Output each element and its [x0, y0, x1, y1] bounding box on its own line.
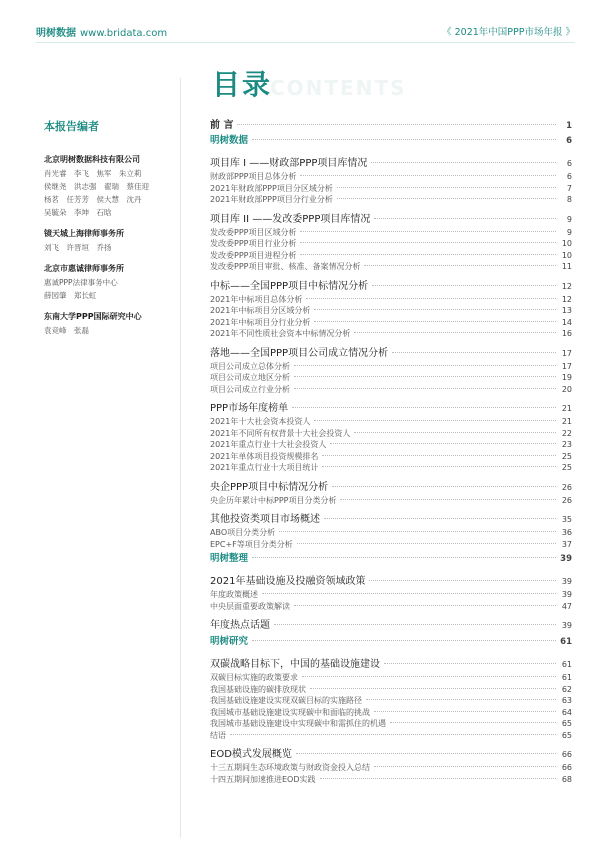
toc-entry-title: 落地——全国PPP项目公司成立情况分析 [210, 347, 389, 359]
toc-entry-title: 发改委PPP项目行业分析 [210, 239, 297, 248]
dot-leader [374, 711, 556, 712]
toc-entry-title: 其他投资类项目市场概述 [210, 514, 320, 525]
toc-entry-item[interactable] [210, 672, 572, 684]
toc-entry-item[interactable] [210, 238, 572, 250]
toc-page-number: 6 [566, 172, 572, 181]
toc-page-number: 65 [561, 730, 572, 740]
toc-entry-sec[interactable] [210, 572, 572, 589]
toc-entry-item[interactable] [210, 601, 572, 613]
toc-entry-item[interactable] [210, 250, 572, 262]
toc-entry-cat[interactable] [210, 132, 572, 150]
toc-entry-item[interactable] [210, 462, 572, 474]
editor-name-line: 薛园肇 郑长虹 [44, 291, 97, 300]
toc-entry-title: 项目公司成立行业分析 [210, 384, 290, 394]
toc-entry-sec[interactable] [210, 277, 572, 294]
toc-page-number: 6 [566, 136, 572, 146]
toc-entry-item[interactable] [210, 428, 572, 440]
toc-entry-title: 我国城市基础设施建设中实现碳中和需抓住的机遇 [210, 719, 386, 728]
dot-leader [337, 187, 556, 188]
toc-entry-item[interactable] [210, 589, 572, 601]
toc-entry-title: 财政部PPP项目总体分析 [210, 172, 297, 181]
dot-leader [374, 218, 556, 219]
toc-entry-item[interactable] [210, 774, 572, 786]
dot-leader [294, 388, 556, 389]
toc-page-number: 26 [561, 495, 572, 505]
toc-entry-title: 2021年中标项目分行业分析 [210, 317, 311, 327]
toc-entry-title: 2021年基础设施及投融资领域政策 [210, 576, 366, 587]
toc-entry-sec[interactable] [210, 655, 572, 672]
toc-entry-title: 中央层面重要政策解读 [210, 601, 290, 611]
editor-organization: 东南大学PPP国际研究中心 [44, 312, 142, 321]
toc-entry-item[interactable] [210, 384, 572, 396]
toc-entry-sec[interactable] [210, 510, 572, 527]
toc-page-number: 47 [561, 601, 572, 611]
toc-page-number: 35 [561, 515, 572, 524]
toc-page-number: 7 [566, 183, 572, 193]
header-divider [36, 42, 575, 43]
toc-page-number: 23 [561, 440, 572, 449]
toc-entry-title: 前 言 [210, 120, 234, 131]
toc-entry-title: 我国基础设施的碳排放现状 [210, 684, 306, 694]
toc-entry-item[interactable] [210, 317, 572, 329]
toc-entry-item[interactable] [210, 183, 572, 195]
toc-entry-title: 2021年重点行业十大社会投资人 [210, 440, 327, 449]
toc-entry-sec[interactable] [210, 399, 572, 416]
toc-page-number: 37 [561, 539, 572, 549]
toc-page-number: 61 [560, 637, 572, 647]
dot-leader [332, 486, 556, 487]
dot-leader [354, 432, 556, 433]
toc-entry-title: 年度政策概述 [210, 590, 258, 599]
dot-leader [306, 298, 556, 299]
dot-leader [392, 352, 556, 353]
toc-entry-sec[interactable] [210, 745, 572, 762]
dot-leader [340, 499, 556, 500]
toc-entry-cat[interactable] [210, 550, 572, 568]
toc-page-number: 61 [561, 660, 572, 669]
editor-names [44, 324, 174, 337]
toc-page-number: 39 [561, 621, 572, 630]
dot-leader [274, 624, 556, 625]
toc-entry-title: 项目库 II ——发改委PPP项目库情况 [210, 213, 371, 225]
toc-page-number: 11 [561, 262, 572, 271]
toc-page-number: 61 [561, 673, 572, 682]
dot-leader [390, 722, 556, 723]
toc-page-number: 22 [561, 428, 572, 438]
toc-entry-sec[interactable] [210, 616, 572, 633]
dot-leader [297, 543, 556, 544]
toc-entry-title: 2021年十大社会资本投资人 [210, 417, 311, 426]
toc-entry-title: 2021年不同所有权背景十大社会投资人 [210, 428, 351, 438]
dot-leader [314, 420, 556, 421]
toc-entry-title: EOD模式发展概览 [210, 749, 292, 760]
editor-names [44, 167, 174, 219]
page-title-watermark: CONTENTS [270, 76, 407, 100]
toc-entry-item[interactable] [210, 171, 572, 183]
toc-page-number: 12 [561, 294, 572, 304]
editor-names [44, 241, 174, 254]
toc-page-number: 64 [561, 707, 572, 717]
toc-page-number: 66 [561, 750, 572, 759]
toc-entry-title: 我国基础设施建设实现双碳目标的实施路径 [210, 696, 362, 705]
toc-page-number: 19 [561, 373, 572, 382]
toc-entry-item[interactable] [210, 762, 572, 774]
toc-page-number: 26 [561, 482, 572, 492]
dot-leader [252, 557, 556, 558]
toc-entry-title: 十三五期间生态环境政策与财政资金投入总结 [210, 763, 370, 772]
toc-entry-title: ABO项目分类分析 [210, 528, 276, 537]
toc-page-number: 17 [561, 361, 572, 371]
editor-organization: 北京市惠诚律师事务所 [44, 264, 124, 273]
toc-entry-title: 项目公司成立地区分析 [210, 373, 290, 382]
toc-entry-title: 2021年重点行业十大项目统计 [210, 463, 319, 472]
editors-heading: 本报告编者 [44, 120, 99, 133]
toc-entry-item[interactable] [210, 730, 572, 742]
dot-leader [322, 466, 556, 467]
dot-leader [354, 332, 556, 333]
dot-leader [366, 699, 556, 700]
toc-page-number: 14 [561, 317, 572, 327]
toc-page-number: 62 [561, 684, 572, 694]
dot-leader [310, 688, 556, 689]
toc-entry-item[interactable] [210, 416, 572, 428]
editor-name-line: 侯继尧 洪志强 翟瑞 蔡佳迎 [44, 182, 149, 191]
toc-entry-item[interactable] [210, 684, 572, 696]
toc-entry-title: 中标——全国PPP项目中标情况分析 [210, 280, 369, 292]
dot-leader [296, 753, 556, 754]
page-title: 目录 [212, 68, 273, 101]
dot-leader [371, 162, 556, 163]
toc-entry-title: 结语 [210, 730, 226, 740]
toc-page-number: 6 [566, 159, 572, 168]
toc-entry-top[interactable] [210, 116, 572, 132]
toc-entry-sec[interactable] [210, 154, 572, 171]
dot-leader [322, 455, 556, 456]
toc-entry-title: 发改委PPP项目区域分析 [210, 227, 297, 237]
toc-page-number: 10 [561, 239, 572, 248]
toc-entry-item[interactable] [210, 718, 572, 730]
toc-entry-item[interactable] [210, 439, 572, 451]
dot-leader [314, 321, 556, 322]
toc-entry-title: EPC+F等项目分类分析 [210, 539, 293, 549]
dot-leader [300, 231, 556, 232]
column-divider [180, 78, 181, 838]
toc-entry-item[interactable] [210, 194, 572, 206]
toc-page-number: 17 [561, 348, 572, 358]
toc-page-number: 39 [561, 577, 572, 586]
toc-page-number: 8 [566, 195, 572, 204]
toc-page-number: 63 [561, 696, 572, 705]
editor-name-line: 惠诚PPP法律事务中心 [44, 278, 118, 287]
editor-name-line: 袁竞峰 张磊 [44, 326, 89, 335]
toc-page-number: 36 [561, 528, 572, 537]
toc-page-number: 20 [561, 384, 572, 394]
toc-page-number: 65 [561, 719, 572, 728]
toc-page-number: 66 [561, 763, 572, 772]
toc-page-number: 68 [561, 774, 572, 784]
dot-leader [262, 593, 556, 594]
editor-name-line: 肖光睿 李飞 焦军 朱立莉 [44, 169, 142, 178]
editor-organization: 北京明树数据科技有限公司 [44, 155, 140, 164]
dot-leader [294, 376, 556, 377]
toc-entry-title: 我国城市基础设施建设实现碳中和面临的挑战 [210, 707, 370, 717]
dot-leader [314, 309, 556, 310]
dot-leader [294, 365, 556, 366]
dot-leader [324, 518, 556, 519]
toc-entry-item[interactable] [210, 261, 572, 273]
toc-entry-item[interactable] [210, 372, 572, 384]
toc-entry-sec[interactable] [210, 210, 572, 227]
toc-page-number: 10 [561, 250, 572, 260]
toc-entry-sec[interactable] [210, 478, 572, 495]
toc-page-number: 13 [561, 306, 572, 315]
toc-entry-title: 明树研究 [210, 636, 249, 647]
editor-names [44, 276, 174, 302]
brand-name: 明树数据 [36, 28, 76, 39]
dot-leader [372, 285, 556, 286]
dot-leader [374, 766, 556, 767]
toc-entry-title: 年度热点话题 [210, 620, 270, 631]
toc-page-number: 9 [566, 227, 572, 237]
toc-entry-title: 双碳目标实施的政策要求 [210, 673, 298, 682]
toc-entry-title: PPP市场年度榜单 [210, 403, 289, 414]
toc-page-number: 16 [561, 329, 572, 338]
dot-leader [292, 407, 556, 408]
toc-entry-cat[interactable] [210, 633, 572, 651]
dot-leader [330, 443, 556, 444]
dot-leader [369, 580, 556, 581]
dot-leader [237, 124, 556, 125]
editor-name-line: 吴毓朵 李坤 石晗 [44, 208, 112, 217]
dot-leader [320, 778, 556, 779]
editor-name-line: 杨茗 任芳芳 侯大慧 沈丹 [44, 195, 142, 204]
report-title: 《 2021年中国PPP市场年报 》 [442, 27, 575, 38]
toc-entry-title: 2021年财政部PPP项目分行业分析 [210, 195, 333, 204]
toc-entry-item[interactable] [210, 305, 572, 317]
toc-entry-title: 2021年中标项目分区域分析 [210, 306, 311, 315]
toc-entry-title: 发改委PPP项目审批、核准、备案情况分析 [210, 262, 361, 271]
toc-entry-item[interactable] [210, 451, 572, 463]
table-of-contents [210, 116, 572, 785]
dot-leader [384, 663, 556, 664]
dot-leader [337, 198, 556, 199]
toc-entry-title: 明树数据 [210, 135, 249, 146]
toc-entry-item[interactable] [210, 707, 572, 719]
toc-entry-title: 项目库 I ——财政部PPP项目库情况 [210, 158, 368, 169]
toc-entry-item[interactable] [210, 227, 572, 239]
header-brand [36, 24, 167, 39]
toc-page-number: 1 [566, 121, 572, 131]
dot-leader [300, 242, 556, 243]
toc-entry-item[interactable] [210, 695, 572, 707]
dot-leader [252, 640, 556, 641]
toc-page-number: 12 [561, 281, 572, 291]
toc-entry-title: 2021年单体项目投资规模排名 [210, 451, 319, 461]
toc-entry-item[interactable] [210, 294, 572, 306]
dot-leader [294, 605, 556, 606]
toc-entry-title: 2021年不同性质社会资本中标情况分析 [210, 329, 351, 338]
toc-page-number: 25 [561, 463, 572, 472]
toc-entry-title: 2021年财政部PPP项目分区域分析 [210, 183, 333, 193]
toc-entry-title: 十四五期间加速推进EOD实践 [210, 774, 316, 784]
toc-entry-item[interactable] [210, 361, 572, 373]
toc-entry-item[interactable] [210, 539, 572, 551]
editor-name-line: 刘飞 许晋垣 乔扬 [44, 243, 112, 252]
toc-entry-title: 双碳战略目标下，中国的基础设施建设 [210, 659, 380, 670]
toc-entry-title: 央企历年累计中标PPP项目分类分析 [210, 495, 337, 505]
toc-entry-item[interactable] [210, 495, 572, 507]
dot-leader [300, 175, 556, 176]
toc-page-number: 9 [566, 214, 572, 224]
editor-organization: 镜天城上海律师事务所 [44, 229, 124, 238]
editors-sidebar [44, 118, 174, 337]
toc-page-number: 39 [561, 590, 572, 599]
toc-page-number: 21 [561, 404, 572, 413]
dot-leader [279, 531, 556, 532]
toc-entry-item[interactable] [210, 328, 572, 340]
brand-url[interactable]: www.bridata.com [80, 28, 168, 39]
toc-entry-title: 2021年中标项目总体分析 [210, 294, 303, 304]
dot-leader [230, 734, 556, 735]
toc-entry-title: 发改委PPP项目进程分析 [210, 250, 297, 260]
toc-entry-title: 项目公司成立总体分析 [210, 361, 290, 371]
toc-entry-title: 明树整理 [210, 553, 249, 564]
toc-page-number: 25 [561, 451, 572, 461]
toc-entry-title: 央企PPP项目中标情况分析 [210, 481, 329, 493]
toc-page-number: 39 [560, 554, 572, 564]
toc-page-number: 21 [561, 417, 572, 426]
toc-entry-sec[interactable] [210, 344, 572, 361]
dot-leader [302, 676, 556, 677]
dot-leader [252, 139, 556, 140]
dot-leader [364, 265, 556, 266]
dot-leader [300, 254, 556, 255]
toc-entry-item[interactable] [210, 527, 572, 539]
